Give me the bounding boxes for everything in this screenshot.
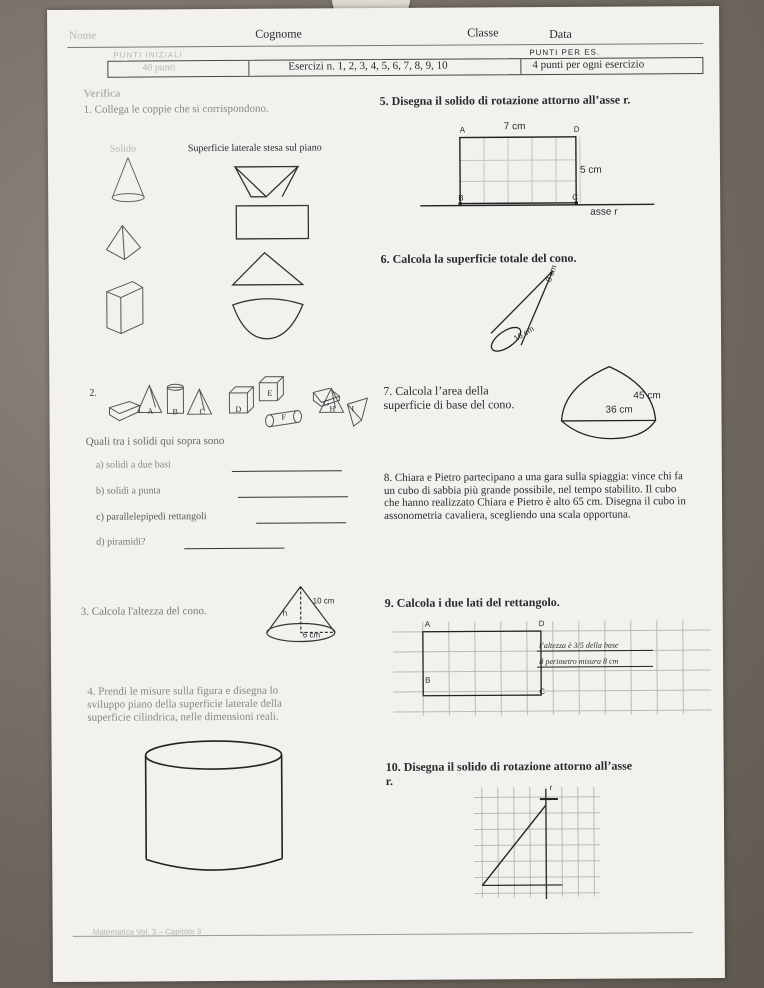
ex2-q-c: c) parallelepipedi rettangoli: [96, 511, 207, 523]
ex5-title: 5. Disegna il solido di rotazione attorno all’asse r.: [379, 92, 631, 109]
solid-letter-e: E: [267, 388, 273, 398]
ex7-slant: 45 cm: [633, 390, 661, 402]
ex5-axis-label: asse r: [590, 206, 618, 218]
solid-letter-d: D: [235, 404, 242, 414]
header-punti-iniziali: PUNTI INIZIALI: [113, 50, 183, 60]
solid-letter-f: F: [281, 412, 287, 422]
ex5-side-length: 5 cm: [579, 164, 602, 176]
solid-letter-a: A: [147, 406, 154, 416]
ex2-number: 2.: [89, 387, 97, 399]
ex3-title: 3. Calcola l'altezza del cono.: [80, 605, 207, 618]
solid-letter-c: C: [199, 407, 205, 417]
verifica-title: Verifica: [83, 87, 121, 100]
ex1-solido-label: Solido: [109, 143, 137, 155]
header-data: Data: [549, 26, 572, 41]
ex4-line3: superficie cilindrica, nelle dimensioni reali.: [87, 710, 279, 724]
worksheet: [47, 6, 725, 982]
header-punti-value: 40 punti: [142, 62, 176, 74]
ex2-question: Quali tra i solidi qui sopra sono: [85, 434, 225, 448]
footer-text: Matematica Vol. 3 – Capitolo 3: [92, 927, 202, 937]
ex2-q-a: a) solidi a due basi: [95, 459, 171, 471]
ex10-line1: 10. Disegna il solido di rotazione attorno all’asse: [385, 758, 633, 775]
ex3-height: h: [282, 608, 288, 618]
ex9-point-a: A: [424, 619, 431, 629]
ex9-point-c: C: [539, 687, 546, 697]
solid-letter-g: G: [323, 398, 330, 408]
ex7-line2: superficie di base del cono.: [383, 397, 515, 413]
ex9-point-d: D: [538, 619, 545, 629]
ex7-line1: 7. Calcola l’area della: [383, 383, 489, 399]
ex9-title: 9. Calcola i due lati del rettangolo.: [384, 594, 560, 611]
header-nome: Nome: [69, 29, 97, 42]
ex5-point-c: C: [572, 192, 578, 202]
ex9-note-perimeter: il perimetro misura 8 cm: [538, 656, 619, 667]
ex9-note-height: l’altezza è 3/5 della base: [538, 640, 619, 651]
ex1-superficie-label: Superficie laterale stesa sul piano: [187, 142, 322, 155]
header-esercizi: Esercizi n. 1, 2, 3, 4, 5, 6, 7, 8, 9, 10: [288, 59, 448, 73]
solid-letter-i: I: [351, 404, 355, 414]
ex4-line1: 4. Prendi le misure sulla figura e disegna lo: [87, 684, 279, 698]
ex10-axis-label: r: [549, 782, 553, 793]
ex1-title: 1. Collega le coppie che si corrispondono.: [83, 102, 269, 116]
ex5-point-b: B: [458, 193, 464, 203]
ex8-text: 8. Chiara e Pietro partecipano a una gara sulla spiaggia: vince chi fa un cubo di sabbia più grande possibile, nel tempo stabilito. Il cubo che hanno realizzato Chiara e Pietro è alto 65 cm. Disegna il cubo in assonometria cavaliera, scegliendo una scala opportuna.: [383, 470, 686, 522]
ex2-q-b: b) solidi a punta: [95, 485, 161, 497]
ex5-top-length: 7 cm: [503, 121, 526, 133]
ex6-title: 6. Calcola la superficie totale del cono.: [380, 250, 577, 267]
ex5-point-a: A: [459, 125, 466, 135]
ex5-point-d: D: [573, 124, 580, 134]
header-punti-per-es: PUNTI PER ES.: [529, 47, 601, 58]
ex6-slant: 8 cm: [544, 263, 559, 284]
ex4-line2: sviluppo piano della superficie laterale della: [87, 697, 282, 711]
ex6-base: 16 cm: [512, 324, 536, 344]
solid-letter-h: H: [329, 404, 336, 414]
ex2-q-d: d) piramidi?: [96, 536, 146, 548]
ex7-diameter: 36 cm: [605, 404, 633, 416]
header-classe: Classe: [467, 25, 499, 40]
ex10-line2: r.: [385, 773, 394, 789]
header-cognome: Cognome: [255, 26, 302, 41]
ex9-point-b: B: [425, 675, 431, 685]
header-punti-esercizio: 4 punti per ogni esercizio: [532, 58, 645, 72]
ex3-radius: 6 cm: [302, 630, 321, 640]
ex3-apothem: 10 cm: [312, 596, 335, 606]
ex10-grid-figure: [47, 6, 725, 982]
solid-letter-b: B: [172, 407, 178, 417]
